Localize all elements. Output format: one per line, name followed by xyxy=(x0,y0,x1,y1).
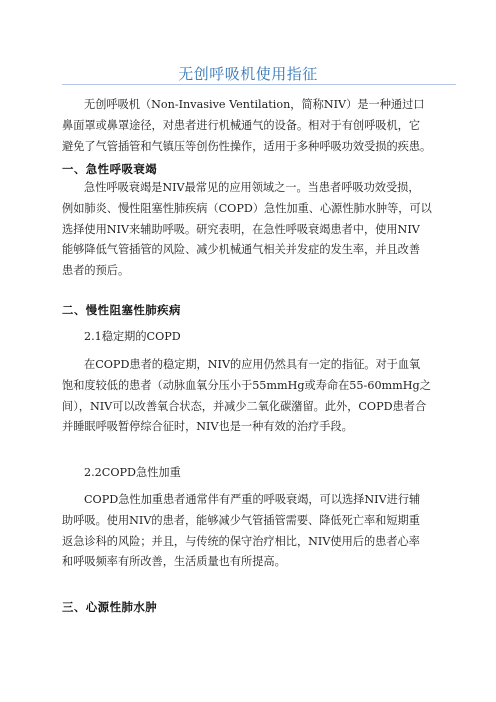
section-heading-copd: 二、慢性阻塞性肺疾病 xyxy=(62,303,181,317)
subsection1-line: 饱和度较低的患者（动脉血氧分压小于55mmHg或寿命在55-60mmHg之 xyxy=(62,378,431,392)
subsection-heading-stable-copd: 2.1稳定期的COPD xyxy=(84,330,181,343)
subsection1-line: 并睡眠呼吸暂停综合征时，NIV也是一种有效的治疗手段。 xyxy=(62,420,353,434)
subsection2-line: 和呼吸频率有所改善，生活质量也有所提高。 xyxy=(62,555,286,569)
section1-line: 选择使用NIV来辅助呼吸。研究表明，在急性呼吸衰竭患者中，使用NIV xyxy=(62,222,420,236)
subsection2-line: COPD急性加重患者通常伴有严重的呼吸衰竭，可以选择NIV进行辅 xyxy=(84,493,421,506)
section1-line: 患者的预后。 xyxy=(62,264,130,278)
intro-line: 无创呼吸机（Non-Invasive Ventilation，简称NIV）是一种通过口 xyxy=(84,98,425,111)
section1-line: 急性呼吸衰竭是NIV最常见的应用领域之一。当患者呼吸功效受损， xyxy=(84,181,420,194)
intro-line: 鼻面罩或鼻罩途径，对患者进行机械通气的设备。相对于有创呼吸机，它 xyxy=(62,118,421,132)
subsection1-line: 在COPD患者的稳定期，NIV的应用仍然具有一定的指征。对于血氧 xyxy=(84,358,421,371)
subsection2-paragraph xyxy=(62,490,454,573)
subsection-heading-copd-exacerbation: 2.2COPD急性加重 xyxy=(84,466,181,479)
intro-paragraph xyxy=(62,95,454,157)
subsection2-line: 助呼吸。使用NIV的患者，能够减少气管插管需要、降低死亡率和短期重 xyxy=(62,513,420,527)
subsection1-line: 间），NIV可以改善氧合状态，并减少二氧化碳潴留。此外，COPD患者合 xyxy=(62,399,427,413)
document-title: 无创呼吸机使用指征 xyxy=(178,65,318,83)
section1-paragraph xyxy=(62,178,454,282)
subsection1-paragraph xyxy=(62,355,454,438)
section1-line: 能够降低气管插管的风险、减少机械通气相关并发症的发生率，并且改善 xyxy=(62,243,421,257)
section-heading-cardiogenic-pulmonary-edema: 三、心源性肺水肿 xyxy=(62,600,158,614)
title-underline xyxy=(62,84,456,85)
section-heading-acute-respiratory-failure: 一、急性呼吸衰竭 xyxy=(62,162,158,176)
section1-line: 例如肺炎、慢性阻塞性肺疾病（COPD）急性加重、心源性肺水肿等，可以 xyxy=(62,201,432,215)
intro-line: 避免了气管插管和气镇压等创伤性操作，适用于多种呼吸功效受损的疾患。 xyxy=(62,139,432,153)
subsection2-line: 返急诊科的风险；并且，与传统的保守治疗相比，NIV使用后的患者心率 xyxy=(62,534,420,548)
